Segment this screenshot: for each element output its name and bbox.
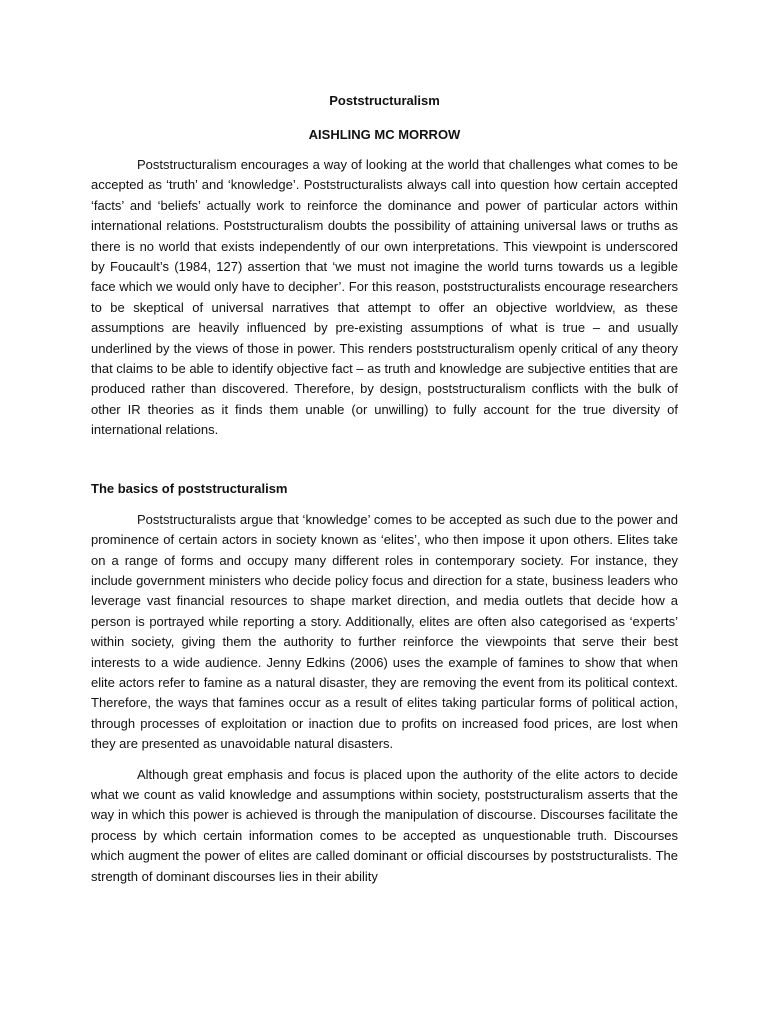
section-paragraph-2: Although great emphasis and focus is placed upon the authority of the elite actors to decide what we count as valid knowledge and assumptions within society, poststructuralism asserts that the way in which this power is achieved is through the manipulation of discourse. Discourses facilitate the process by which certain information comes to be accepted as unquestionable truth. Discourses which augment the power of elites are called dominant or official discourses by poststructuralists. The strength of dominant discourses lies in their ability xyxy=(91,766,678,884)
document-title: Poststructuralism xyxy=(329,93,440,108)
document-page xyxy=(91,91,678,897)
intro-paragraph: Poststructuralism encourages a way of looking at the world that challenges what comes to be accepted as ‘truth’ and ‘knowledge’. Poststructuralists always call into question how certain accepted ‘facts’ and ‘beliefs’ actually work to reinforce the dominance and power of particular actors within international relations. Poststructuralism doubts the possibility of attaining universal laws or truths as there is no world that exists independently of our own interpretations. This viewpoint is underscored by Foucault’s (1984, 127) assertion that ‘we must not imagine the world turns towards us a legible face which we would only have to decipher’. For this reason, poststructuralists encourage researchers to be skeptical of universal narratives that attempt to offer an objective worldview, as these assumptions are heavily influenced by pre-existing assumptions of what is true – and usually underlined by the views of those in power. This renders poststructuralism openly critical of any theory that claims to be able to identify objective fact – as truth and knowledge are subjective entities that are produced rather than discovered. Therefore, by design, poststructuralism conflicts with the bulk of other IR theories as it finds them unable (or unwilling) to fully account for the true diversity of international relations. xyxy=(91,157,678,438)
document-author: AISHLING MC MORROW xyxy=(308,127,461,142)
section-paragraph-1: Poststructuralists argue that ‘knowledge’ comes to be accepted as such due to the power and prominence of certain actors in society known as ‘elites’, who then impose it upon others. Elites take on a range of forms and occupy many different roles in contemporary society. For instance, they include government ministers who decide policy focus and direction for a state, business leaders who leverage vast financial resources to shape market direction, and media outlets that decide how a person is portrayed while reporting a story. Additionally, elites are often also categorised as ‘experts’ within society, giving them the authority to further reinforce the viewpoints that serve their best interests to a wide audience. Jenny Edkins (2006) uses the example of famines to show that when elite actors refer to famine as a natural disaster, they are removing the event from its political context. Therefore, the ways that famines occur as a result of elites taking particular forms of political action, through processes of exploitation or inaction due to profits on increased food prices, are lost when they are presented as unavoidable natural disasters. xyxy=(91,511,678,752)
section-heading: The basics of poststructuralism xyxy=(91,480,288,496)
